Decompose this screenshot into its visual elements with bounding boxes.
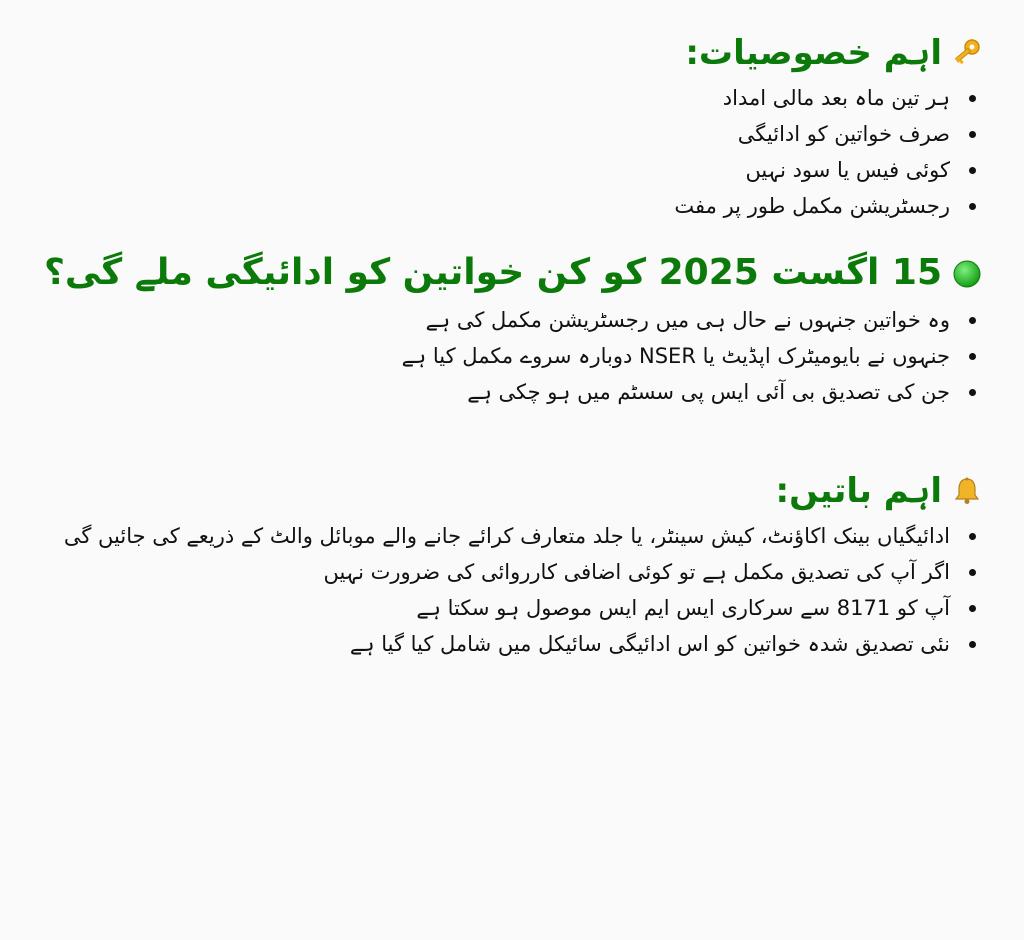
list-item-text: نئی تصدیق شدہ خواتین کو اس ادائیگی سائیکل میں شامل کیا گیا ہے <box>349 632 950 656</box>
list-item <box>10 590 982 626</box>
green-circle-icon <box>952 257 982 287</box>
bullet-icon <box>969 533 976 540</box>
list-item <box>10 518 982 554</box>
bullet-icon <box>969 167 976 174</box>
list-item <box>10 554 982 590</box>
list-item-text: صرف خواتین کو ادائیگی <box>737 122 950 146</box>
key-icon <box>952 37 982 67</box>
bell-icon <box>952 475 982 505</box>
list-item-text: کوئی فیس یا سود نہیں <box>745 158 950 182</box>
notes-list <box>10 518 982 662</box>
bullet-icon <box>969 605 976 612</box>
bullet-icon <box>969 389 976 396</box>
bullet-icon <box>969 95 976 102</box>
section-title: 15 اگست 2025 کو کن خواتین کو ادائیگی ملے گی؟ <box>44 251 942 293</box>
bullet-icon <box>969 641 976 648</box>
list-item-text: ہر تین ماہ بعد مالی امداد <box>722 86 950 110</box>
bullet-icon <box>969 203 976 210</box>
section-title: اہم خصوصیات: <box>685 32 942 73</box>
list-item <box>10 188 982 224</box>
section-heading-features <box>10 0 982 80</box>
list-item <box>10 626 982 662</box>
section-heading-notes <box>10 462 982 518</box>
list-item <box>10 374 982 410</box>
list-item-text: جن کی تصدیق بی آئی ایس پی سسٹم میں ہو چکی ہے <box>467 380 950 404</box>
section-title: اہم باتیں: <box>775 470 942 511</box>
features-list <box>10 80 982 224</box>
bullet-icon <box>969 317 976 324</box>
list-item <box>10 80 982 116</box>
eligibility-list <box>10 302 982 410</box>
section-heading-eligibility <box>10 242 982 302</box>
list-item-text: جنہوں نے بایومیٹرک اپڈیٹ یا NSER دوبارہ سروے مکمل کیا ہے <box>401 344 950 368</box>
list-item <box>10 338 982 374</box>
list-item <box>10 302 982 338</box>
list-item <box>10 116 982 152</box>
list-item-text: وہ خواتین جنہوں نے حال ہی میں رجسٹریشن مکمل کی ہے <box>425 308 950 332</box>
list-item-text: اگر آپ کی تصدیق مکمل ہے تو کوئی اضافی کارروائی کی ضرورت نہیں <box>323 560 950 584</box>
bullet-icon <box>969 569 976 576</box>
bullet-icon <box>969 131 976 138</box>
list-item-text: ادائیگیاں بینک اکاؤنٹ، کیش سینٹر، یا جلد متعارف کرائے جانے والے موبائل والٹ کے ذریعے کی جائیں گی <box>63 524 950 548</box>
bullet-icon <box>969 353 976 360</box>
list-item-text: آپ کو 8171 سے سرکاری ایس ایم ایس موصول ہو سکتا ہے <box>416 596 950 620</box>
list-item <box>10 152 982 188</box>
list-item-text: رجسٹریشن مکمل طور پر مفت <box>674 194 950 218</box>
